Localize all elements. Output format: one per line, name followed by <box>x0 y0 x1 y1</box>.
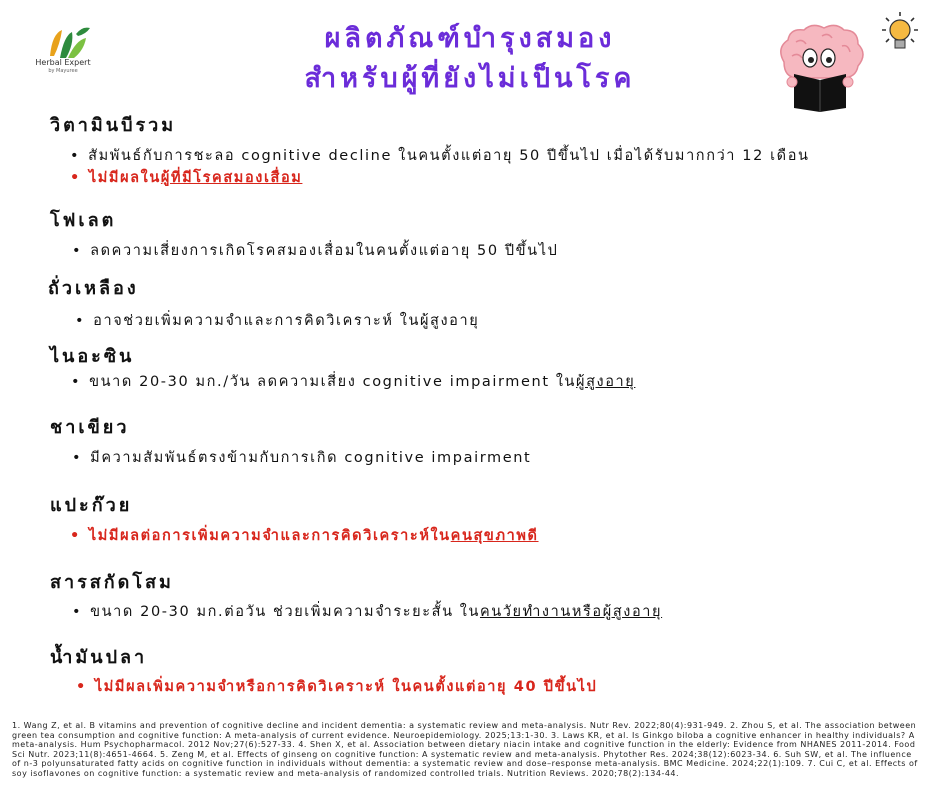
list-item: • อาจช่วยเพิ่มความจำและการคิดวิเคราะห์ ในผู้สูงอายุ <box>75 313 480 329</box>
brand-logo-text <box>32 58 94 76</box>
page-title-line2: สำหรับผู้ที่ยังไม่เป็นโรค <box>304 63 636 94</box>
list-item: • มีความสัมพันธ์ตรงข้ามกับการเกิด cognitive impairment <box>72 450 532 466</box>
list-item: • ลดความเสี่ยงการเกิดโรคสมองเสื่อมในคนตั้งแต่อายุ 50 ปีขึ้นไป <box>72 243 559 259</box>
section-heading-soy: ถั่วเหลือง <box>48 278 139 299</box>
section-heading-niacin: ไนอะซิน <box>50 346 135 367</box>
list-item: • ขนาด 20-30 มก./วัน ลดความเสี่ยง cognitive impairment ในผู้สูงอายุ <box>71 374 636 390</box>
brand-name: Herbal Expert <box>35 58 91 67</box>
section-heading-vitamin-b: วิตามินบีรวม <box>50 115 177 136</box>
list-item-warning: • ไม่มีผลต่อการเพิ่มความจำและการคิดวิเคราะห์ในคนสุขภาพดี <box>70 528 539 544</box>
list-item: • สัมพันธ์กับการชะลอ cognitive decline ในคนตั้งแต่อายุ 50 ปีขึ้นไป เมื่อได้รับมากกว่า 12 เดือน <box>70 148 810 164</box>
brain-reading-book-icon <box>772 22 868 112</box>
section-heading-ginkgo: แปะก๊วย <box>50 495 133 516</box>
brand-tagline: by Mayuree <box>48 68 78 74</box>
list-item: • ขนาด 20-30 มก.ต่อวัน ช่วยเพิ่มความจำระยะสั้น ในคนวัยทำงานหรือผู้สูงอายุ <box>72 604 663 620</box>
section-heading-fish-oil: น้ำมันปลา <box>50 647 148 668</box>
light-bulb-icon <box>874 8 924 60</box>
references: 1. Wang Z, et al. B vitamins and prevention of cognitive decline and incident dementia: a systematic review and meta-analysis. Nutr Rev. 2022;80(4):931-949. 2. Zhou S, et al. The association between green tea consumption and cognitive function: A meta-analysis of current evidence. Neuroepidemiology. 2025;13:1-30. 3. Laws KR, et al. Is Ginkgo biloba a cognitive enhancer in healthy individuals? A meta-analysis. Hum Psychopharmacol. 2012 Nov;27(6):527-33. 4. Shen X, et al. Association between dietary niacin intake and cognitive function in the elderly: Evidence from NHANES 2011-2014. Food Sci Nutr. 2023;11(8):4651-4664. 5. Zeng M, et al. Effects of ginseng on cognitive function: A systematic review and meta-analysis. Phytother Res. 2024;38(12):6023-34. 6. Suh SW, et al. The influence of n-3 polyunsaturated fatty acids on cognitive function in individuals without dementia: a systematic review and dose–response meta-analysis. BMC Medicine. 2024;22(1):109. 7. Cui C, et al. Effects of soy isoflavones on cognitive function: a systematic review and meta-analysis of randomized controlled trials. Nutrition Reviews. 2020;78(2):134-44. <box>12 721 918 778</box>
list-item-warning: • ไม่มีผลเพิ่มความจำหรือการคิดวิเคราะห์ ในคนตั้งแต่อายุ 40 ปีขึ้นไป <box>76 679 598 695</box>
section-heading-folate: โฟเลต <box>50 210 117 231</box>
page-title-line1: ผลิตภัณฑ์บำรุงสมอง <box>324 23 616 54</box>
section-heading-ginseng: สารสกัดโสม <box>50 572 174 593</box>
section-heading-green-tea: ชาเขียว <box>50 417 130 438</box>
list-item-warning: • ไม่มีผลในผู้ที่มีโรคสมองเสื่อม <box>70 170 303 186</box>
